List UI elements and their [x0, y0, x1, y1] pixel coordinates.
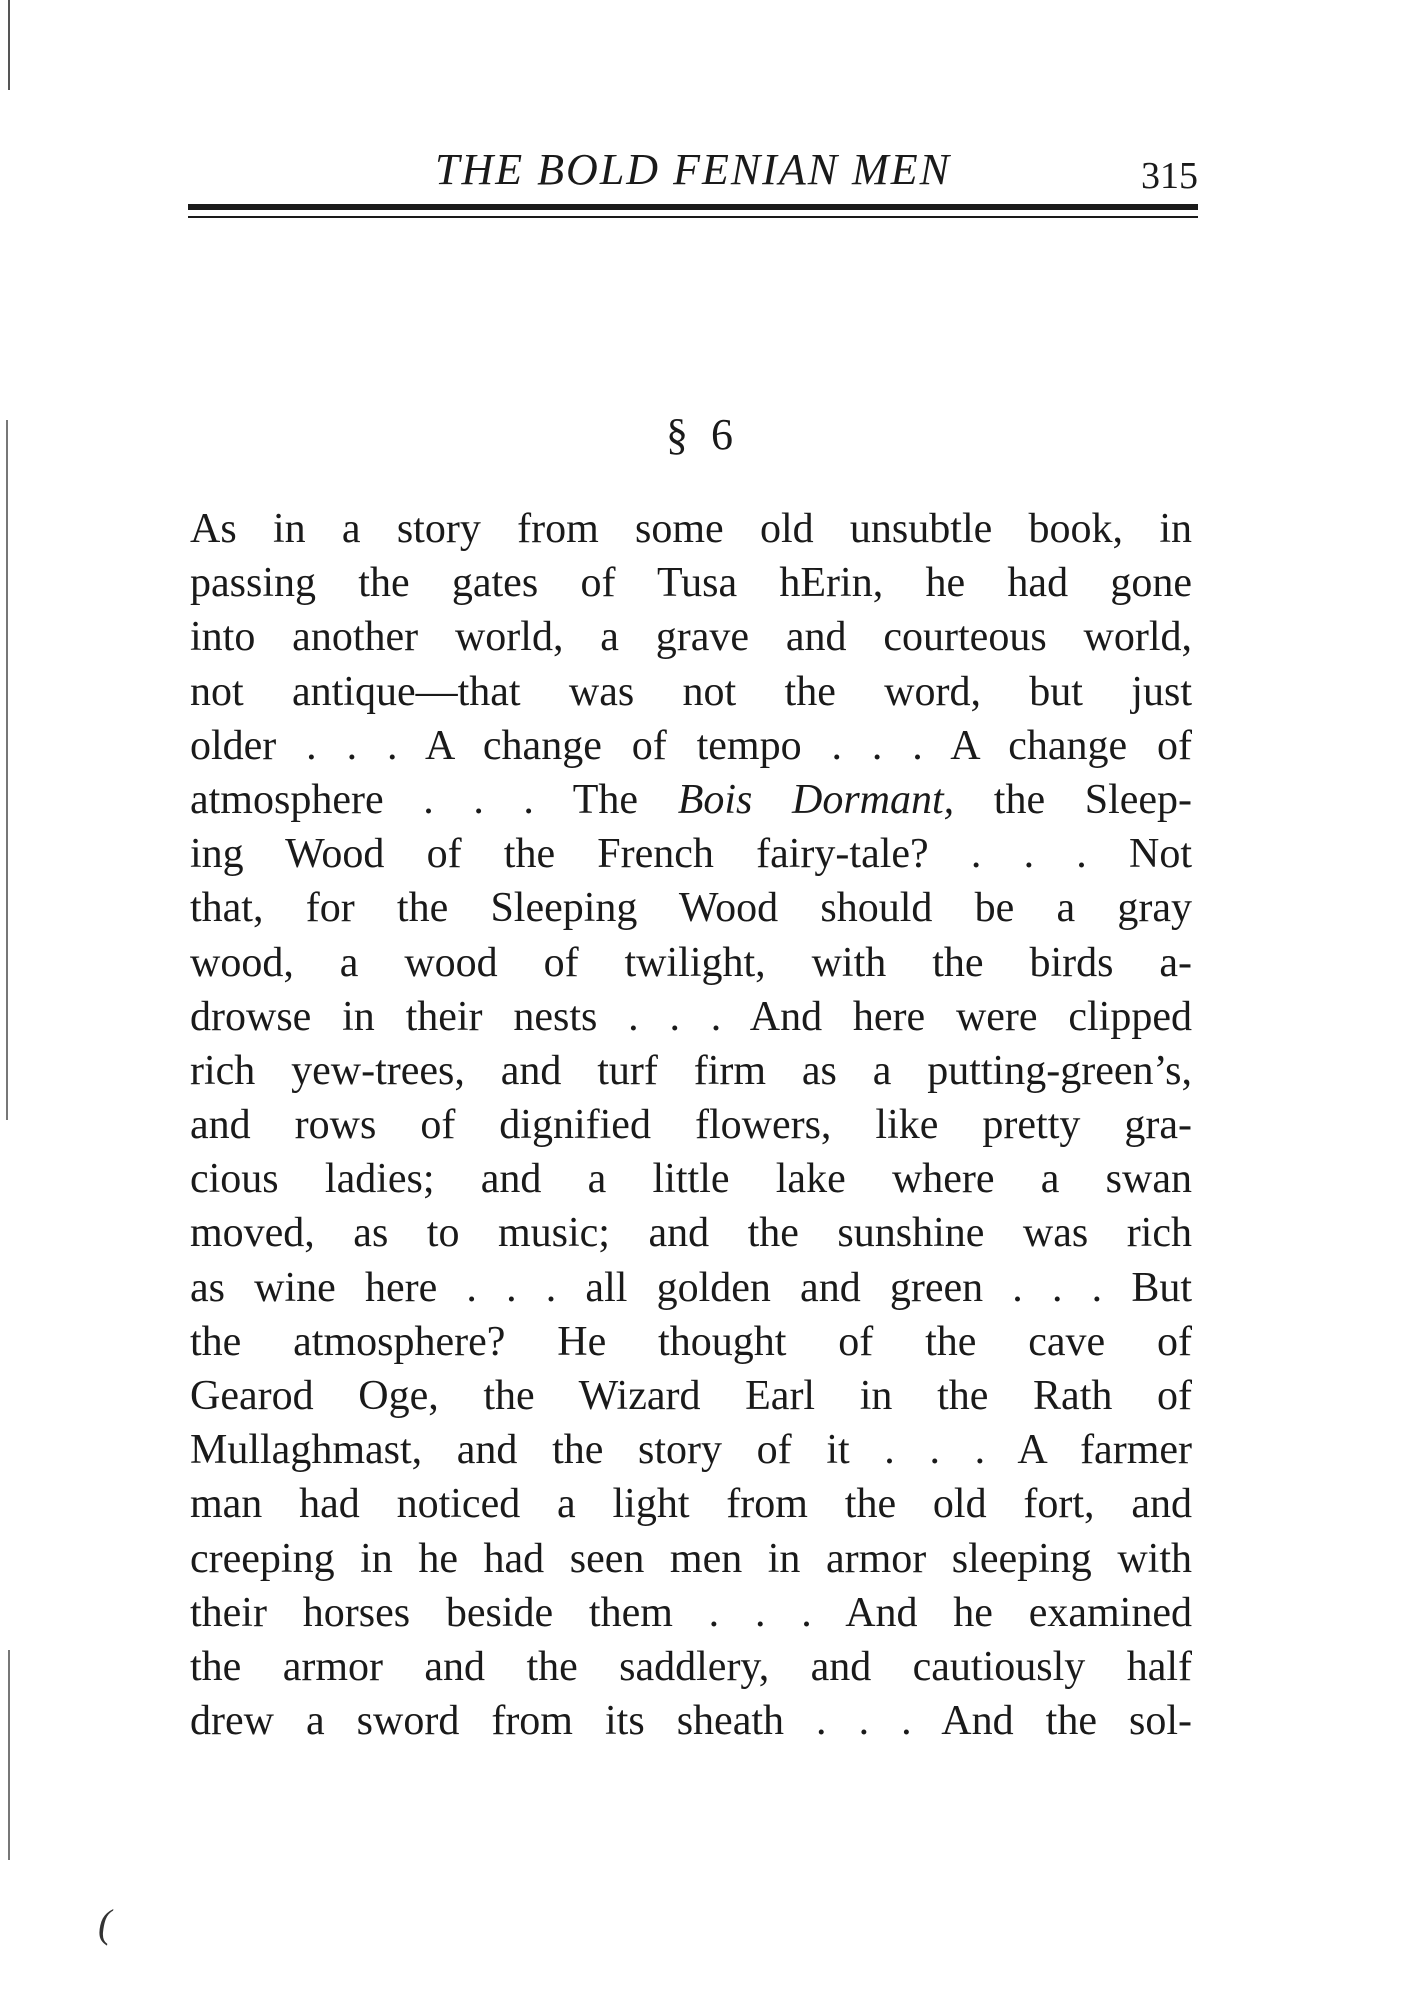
text-line: into another world, a grave and courteous world,	[190, 614, 1192, 661]
text-line: drowse in their nests . . . And here were clipped	[190, 993, 1192, 1040]
running-title: THE BOLD FENIAN MEN	[435, 145, 951, 194]
text-line: the armor and the saddlery, and cautiously half	[190, 1643, 1192, 1690]
body-paragraph	[190, 502, 1192, 1748]
text-line-end: the Sleep-	[954, 776, 1193, 823]
text-line	[190, 773, 1192, 827]
italic-title: Bois Dormant,	[677, 776, 955, 823]
text-line: wood, a wood of twilight, with the birds a-	[190, 939, 1192, 986]
text-line: Gearod Oge, the Wizard Earl in the Rath of	[190, 1373, 1192, 1419]
scan-edge-mark	[6, 420, 8, 1120]
text-line: creeping in he had seen men in armor sleeping with	[190, 1535, 1192, 1582]
text-line: drew a sword from its sheath . . . And the sol-	[190, 1698, 1192, 1745]
section-heading: § 6	[666, 410, 739, 459]
text-line: the atmosphere? He thought of the cave of	[190, 1318, 1192, 1365]
text-line: not antique—that was not the word, but just	[190, 668, 1192, 715]
text-line: moved, as to music; and the sunshine was rich	[190, 1210, 1192, 1257]
scan-edge-mark	[8, 1650, 10, 1860]
text-line: and rows of dignified flowers, like pretty gra-	[190, 1102, 1192, 1149]
text-line: As in a story from some old unsubtle book, in	[190, 506, 1192, 552]
text-line: that, for the Sleeping Wood should be a gray	[190, 885, 1192, 932]
running-head	[188, 140, 1198, 200]
scan-edge-mark	[8, 0, 10, 90]
text-line: man had noticed a light from the old fort, and	[190, 1481, 1192, 1528]
text-line: rich yew-trees, and turf firm as a putting-green’s,	[190, 1047, 1192, 1094]
text-line: older . . . A change of tempo . . . A change of	[190, 722, 1192, 769]
text-line-start: atmosphere . . . The	[190, 776, 678, 823]
text-line: ing Wood of the French fairy-tale? . . . Not	[190, 831, 1192, 878]
header-rule-thick	[188, 204, 1198, 210]
text-line: passing the gates of Tusa hErin, he had gone	[190, 560, 1192, 607]
text-line: as wine here . . . all golden and green . . . But	[190, 1264, 1192, 1311]
margin-mark: (	[98, 1901, 112, 1946]
page-number: 315	[1141, 155, 1198, 197]
text-line: their horses beside them . . . And he examined	[190, 1589, 1192, 1636]
header-rule-thin	[188, 216, 1198, 218]
text-line: Mullaghmast, and the story of it . . . A farmer	[190, 1427, 1192, 1474]
text-line: cious ladies; and a little lake where a swan	[190, 1156, 1192, 1203]
